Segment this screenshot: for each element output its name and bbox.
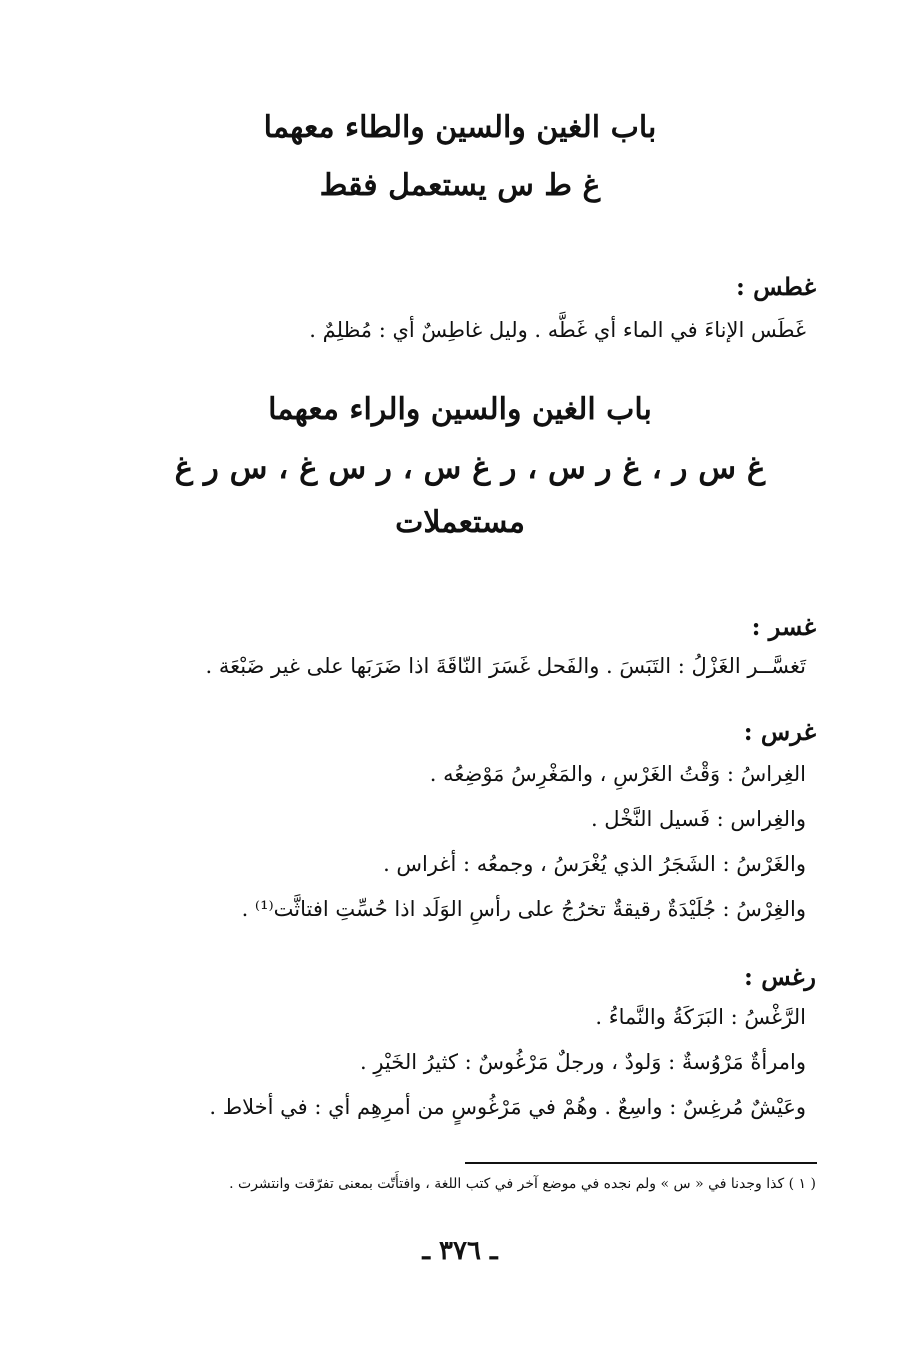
entry-line: والغِرْسُ : جُلَيْدَةٌ رقيقةٌ تخرُجُ على رأسِ الوَلَد اذا حُسِّتِ افتاثَّت⁽¹⁾ . bbox=[241, 897, 806, 921]
chapter-heading-ghain-sin-ta: باب الغين والسين والطاء معهما bbox=[263, 110, 657, 145]
entry-line: وعَيْشٌ مُرغِسٌ : واسِعٌ . وهُمْ في مَرْغُوسٍ من أمرِهِم أي : في أخلاط . bbox=[209, 1095, 806, 1119]
entry-line: والغِراس : فَسيل النَّخْل . bbox=[590, 807, 806, 831]
entry-head-gharas: غرس : bbox=[743, 717, 816, 746]
footnote-divider bbox=[465, 1162, 817, 1164]
entry-line: الرَّغْسُ : البَرَكَةُ والنَّماءُ . bbox=[595, 1005, 806, 1029]
chapter-heading-ghain-sin-ra: باب الغين والسين والراء معهما bbox=[268, 392, 652, 427]
footnote: ( ١ ) كذا وجدنا في « س » ولم نجده في موضع آخر في كتب اللغة ، وافتأَتّت بمعنى تفرّقت وانتشرت . bbox=[229, 1176, 816, 1192]
chapter-roots-status: مستعملات bbox=[395, 505, 525, 540]
entry-line: تَغسَّــر الغَزْلُ : التَبَسَ . والفَحل غَسَرَ النّاقَةَ اذا ضَرَبَها على غير ضَبْعَة . bbox=[205, 654, 806, 678]
chapter-roots-ghain-sin-ta: غ ط س يستعمل فقط bbox=[319, 168, 601, 203]
entry-line: وامرأةٌ مَرْوُسةٌ : وَلودٌ ، ورجلٌ مَرْغُوسٌ : كثيرُ الخَيْرِ . bbox=[359, 1050, 806, 1074]
chapter-roots-ghain-sin-ra: غ س ر ، غ ر س ، ر غ س ، ر س غ ، س ر غ bbox=[174, 450, 766, 486]
entry-head-ghasar: غسر : bbox=[751, 612, 816, 641]
entry-line: الغِراسُ : وَقْتُ الغَرْسِ ، والمَغْرِسُ مَوْضِعُه . bbox=[429, 762, 806, 786]
page-number: ـ ٣٧٦ ـ bbox=[422, 1236, 498, 1266]
entry-head-ghatas: غطس : bbox=[735, 272, 816, 301]
entry-head-raghas: رغس : bbox=[744, 962, 816, 991]
entry-line: غَطَس الإناءَ في الماء أي غَطَّه . وليل غاطِسٌ أي : مُظلِمٌ . bbox=[309, 318, 806, 342]
entry-line: والغَرْسُ : الشَجَرُ الذي يُغْرَسُ ، وجمعُه : أغراس . bbox=[383, 852, 806, 876]
